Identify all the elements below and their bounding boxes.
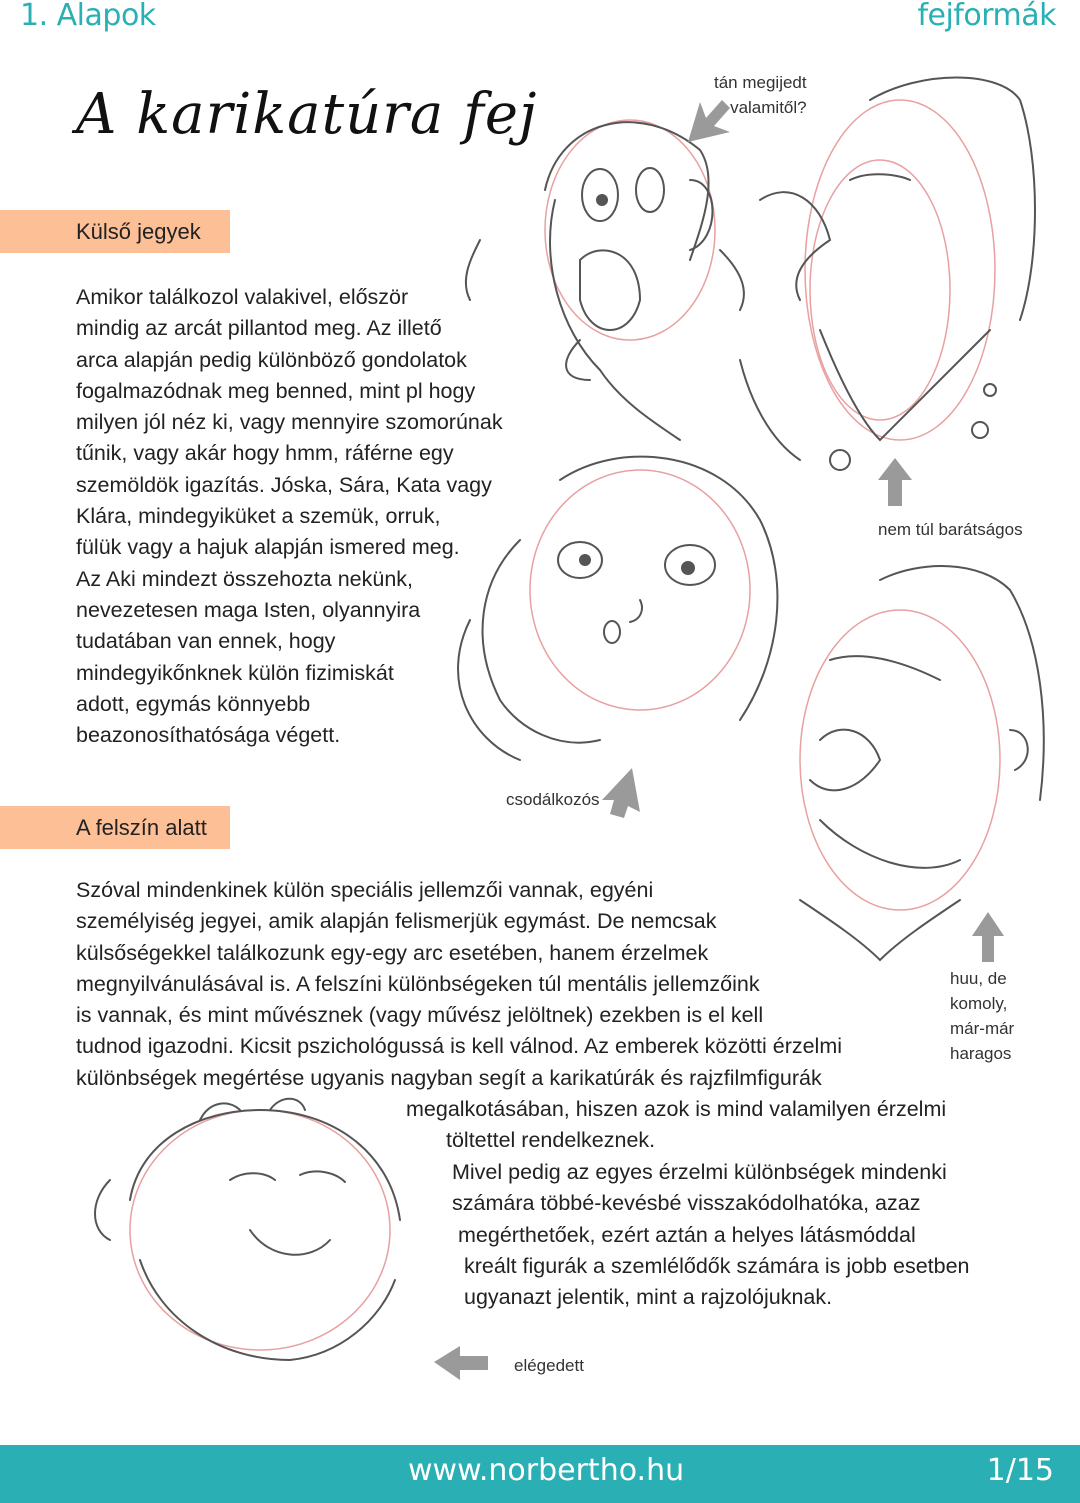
arrow-unfriendly (878, 458, 912, 506)
section-heading-beneath: A felszín alatt (0, 806, 230, 849)
page-number: 1/15 (986, 1453, 1054, 1488)
paragraph-beneath-a: Szóval mindenkinek külön speciális jellemzői vannak, egyéni személyiség jegyei, amik alapján felismerjük egymást. De nemcsak külsőségekkel találkozunk egy-egy arc esetében, hanem érzelmek megnyilvánulásával is. A felszíni különbségeken túl mentális jellemzőink is vannak, és mint művésznek (vagy művész jelöltnek) ezekben is el kell tudnod igazodni. Kicsit pszichológussá is kell válnod. Az emberek közötti érzelmi különbségek megértése ugyanis nagyban segít a karikatúrák és rajzfilmfigurák (76, 878, 843, 1090)
arrow-amazed (602, 768, 640, 818)
amazed-face-sketch (458, 457, 777, 760)
paragraph-external: Amikor találkozol valakivel, először mindig az arcát pillantod meg. Az illető arca alapján pedig különböző gondolatok fogalmazódnak meg benned, mint pl hogy milyen jól néz ki, vagy mennyire szomorúnak tűnik, vagy akár hogy hmm, ráférne egy szemöldök igazítás. Jóska, Sára, Kata vagy Klára, mindegyiküket a szemük, orruk, fülük vagy a hajuk alapján ismered meg. Az Aki mindezt összehozta nekünk, nevezetesen maga Isten, olyannyira tudatában van ennek, hogy mindegyikőnknek külön fizimiskát adott, egymás könnyebb beazonosíthatósága végett. (76, 285, 503, 748)
paragraph-beneath-b5: kreált figurák a szemlélődők számára is jobb esetben ugyanazt jelentik, mint a rajzolójuknak. (464, 1254, 970, 1310)
scared-face-sketch (466, 120, 744, 440)
annotation-scared: tán megijedt valamitől? (714, 73, 807, 117)
annotation-unfriendly: nem túl barátságos (878, 520, 1023, 539)
paragraph-beneath-b2: töltettel rendelkeznek. (446, 1128, 656, 1152)
chapter-label: 1. Alapok (20, 0, 156, 33)
footer-url[interactable]: www.norbertho.hu (408, 1453, 685, 1488)
page-title: A karikatúra fej (76, 82, 538, 147)
section-heading-external: Külső jegyek (0, 210, 230, 253)
paragraph-beneath-b4: megérthetőek, ezért aztán a helyes látásmóddal (458, 1223, 916, 1247)
annotation-satisfied: elégedett (514, 1356, 584, 1375)
annotation-angry: huu, de komoly, már-már haragos (950, 969, 1015, 1063)
paragraph-beneath-b1: megalkotásában, hiszen azok is mind valamilyen érzelmi (406, 1097, 947, 1121)
arrow-satisfied (434, 1346, 488, 1380)
topic-label: fejformák (917, 0, 1056, 33)
arrow-angry (972, 912, 1004, 962)
annotation-amazed: csodálkozós (506, 790, 600, 809)
unfriendly-face-sketch (740, 78, 1035, 471)
satisfied-face-sketch (95, 1099, 400, 1360)
paragraph-beneath-b3: Mivel pedig az egyes érzelmi különbségek mindenki számára többé-kevésbé visszakódolhatóka, azaz (452, 1160, 947, 1216)
